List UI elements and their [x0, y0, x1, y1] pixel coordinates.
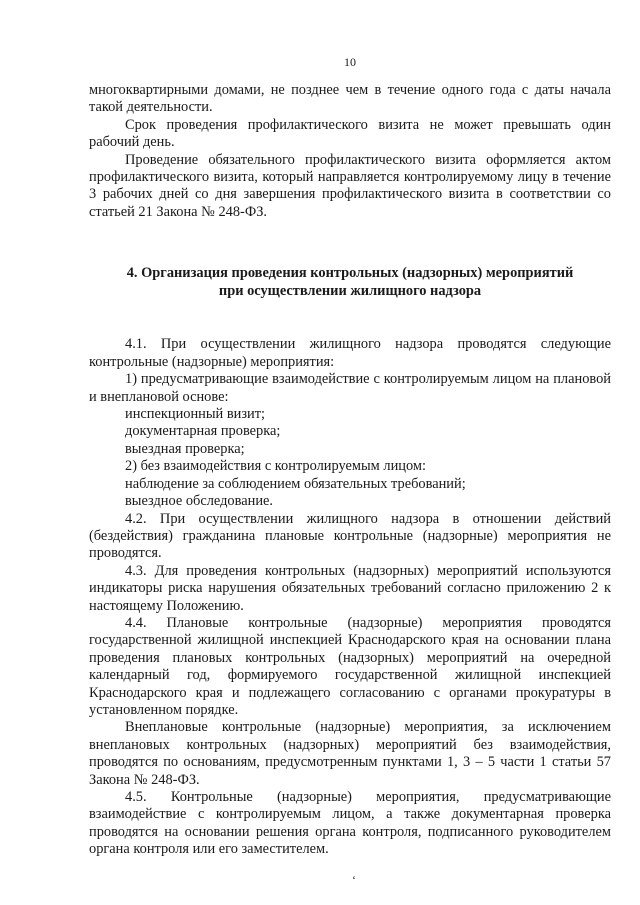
section-heading-line2: при осуществлении жилищного надзора: [218, 282, 482, 299]
clause-4-1-item-2: 2) без взаимодействия с контролируемым лицом:: [125, 458, 426, 475]
clause-4-1: 4.1. При осуществлении жилищного надзора проводятся следующие контрольные (надзорные) мероприятия:: [89, 336, 611, 370]
paragraph-continuation: многоквартирными домами, не позднее чем в течение одного года с даты начала такой деятельности.: [89, 82, 611, 116]
list-item: выездное обследование.: [125, 493, 274, 510]
clause-4-4-unscheduled: Внеплановые контрольные (надзорные) мероприятия, за исключением внеплановых контрольных (надзорных) мероприятий без взаимодействия, проводятся по основаниям, предусмотренным пунктами 1, 3 – 5 части 1 статьи 57 Закона № 248-ФЗ.: [89, 719, 611, 788]
clause-4-2: 4.2. При осуществлении жилищного надзора в отношении действий (бездействия) гражданина плановые контрольные (надзорные) мероприятия не проводятся.: [89, 510, 611, 562]
list-item: выездная проверка;: [125, 440, 245, 457]
page-number: 10: [344, 55, 356, 69]
clause-4-3: 4.3. Для проведения контрольных (надзорных) мероприятий используются индикаторы риска нарушения обязательных требований согласно приложению 2 к настоящему Положению.: [89, 562, 611, 614]
bottom-mark: ʻ: [352, 873, 356, 887]
list-item: документарная проверка;: [125, 423, 281, 440]
clause-4-4: 4.4. Плановые контрольные (надзорные) мероприятия проводятся государственной жилищной инспекцией Краснодарского края на основании плана проведения плановых контрольных (надзорных) мероприятий на очередной календарный год, формируемого государственной жилищной инспекцией Краснодарского края и подлежащего согласованию с органами прокуратуры в установленном порядке.: [89, 614, 611, 718]
list-item: инспекционный визит;: [125, 406, 266, 423]
paragraph-visit-duration: Срок проведения профилактического визита не может превышать один рабочий день.: [89, 116, 611, 151]
spacer: [89, 221, 611, 265]
page-content: [89, 82, 611, 859]
spacer: [89, 300, 611, 336]
clause-4-5: 4.5. Контрольные (надзорные) мероприятия, предусматривающие взаимодействие с контролируемым лицом, а также документарная проверка проводятся на основании решения органа контроля, подписанного руководителем органа контроля или его заместителем.: [89, 789, 611, 858]
list-item: наблюдение за соблюдением обязательных требований;: [125, 475, 466, 492]
section-heading-line1: 4. Организация проведения контрольных (надзорных) мероприятий: [126, 265, 574, 282]
clause-4-1-item-1: 1) предусматривающие взаимодействие с контролируемым лицом на плановой и внеплановой основе:: [89, 371, 611, 405]
paragraph-visit-act: Проведение обязательного профилактического визита оформляется актом профилактического визита, который направляется контролируемому лицу в течение 3 рабочих дней со дня завершения профилактического визита в соответствии со статьей 21 Закона № 248-ФЗ.: [89, 151, 611, 220]
